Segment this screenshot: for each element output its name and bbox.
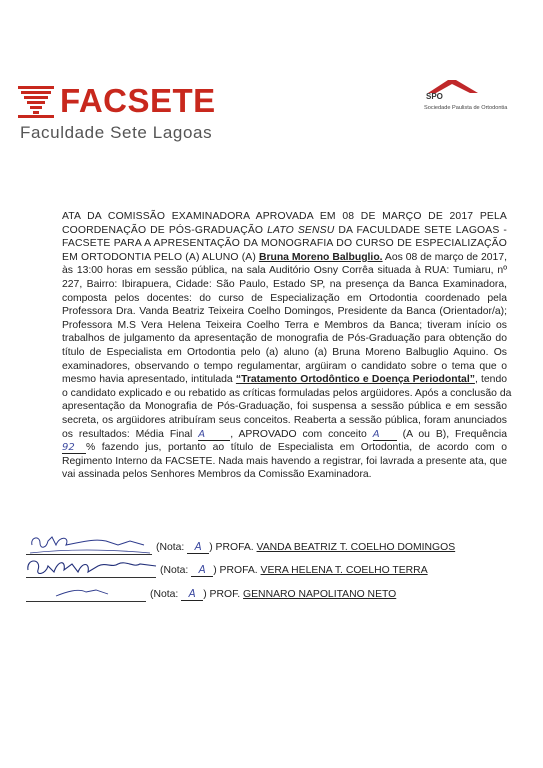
signature-caption: (Nota: A ) PROFA. VERA HELENA T. COELHO TERRA xyxy=(160,564,428,576)
ata-line: título de Especialista em Ortodontia pelo (a) aluno (a) Bruna Moreno Balbuglio Aquino. Os xyxy=(62,346,507,358)
ata-line: EM ORTODONTIA PELO (A) ALUNO (A) Bruna Moreno Balbuglio. Aos 08 de março de 2017, xyxy=(62,251,508,263)
frequencia-value: 92 xyxy=(62,442,86,454)
ata-line: COORDENAÇÃO DE PÓS-GRADUAÇÃO LATO SENSU DA FACULDADE SETE LAGOAS - xyxy=(62,224,507,236)
lato-sensu-term: LATO SENSU xyxy=(267,224,335,236)
ata-line: examinadores, observando o tempo regulamentar, argüiram o candidato sobre o tema que o xyxy=(62,360,507,372)
ata-line: Regimento Interno da FACSETE. Nada mais havendo a registrar, foi lavrada a presente ata, que xyxy=(62,455,507,467)
results-line: os resultados: Média Final A , APROVADO com conceito A (A ou B), Frequência xyxy=(62,428,508,440)
nota-value: A xyxy=(187,541,209,554)
professor-name: VANDA BEATRIZ T. COELHO DOMINGOS xyxy=(256,542,456,553)
facsete-logo xyxy=(18,82,248,152)
ata-line: FACSETE PARA A APRESENTAÇÃO DA MONOGRAFIA DO CURSO DE ESPECIALIZAÇÃO xyxy=(62,238,507,250)
nota-value: A xyxy=(181,588,203,601)
ata-line: secreta, os argüidores atribuíram seus conceitos. Reaberta a sessão pública, foram anunciados xyxy=(62,414,507,426)
conceito-value: A xyxy=(373,429,397,441)
signature-caption: (Nota: A ) PROF. GENNARO NAPOLITANO NETO xyxy=(150,588,397,600)
ata-text xyxy=(62,210,512,482)
monograph-title: “Tratamento Ortodôntico e Doença Periodontal” xyxy=(235,374,475,386)
professor-name: VERA HELENA T. COELHO TERRA xyxy=(260,565,428,576)
student-name: Bruna Moreno Balbuglio. xyxy=(258,251,383,263)
ata-line: ATA DA COMISSÃO EXAMINADORA APROVADA EM 08 DE MARÇO DE 2017 PELA xyxy=(62,211,507,222)
frequency-line: 92 % fazendo jus, portanto ao título de Especialista em Ortodontia, de acordo com o xyxy=(62,442,507,454)
facsete-emblem-icon xyxy=(18,86,54,118)
institution-name: FACSETE xyxy=(60,82,216,119)
ata-line: às 13:00 horas em sessão pública, na sala Auditório Osny Corrêa situada à RUA: Tumiaru, nº xyxy=(62,265,507,277)
ata-line: vai assinada pelos Senhores Membros da Comissão Examinadora. xyxy=(62,469,372,481)
ata-line: composta pelos docentes: do curso de Especialização em Ortodontia coordenado pela xyxy=(62,292,507,304)
ata-line: apresentação da Monografia de Pós-Graduação, foi suspensa a sessão pública e em sessão xyxy=(62,401,507,413)
professor-name: GENNARO NAPOLITANO NETO xyxy=(243,589,397,600)
signature-row xyxy=(26,588,516,604)
nota-value: A xyxy=(191,564,213,577)
signature-caption: (Nota: A ) PROFA. VANDA BEATRIZ T. COELHO DOMINGOS xyxy=(156,541,456,553)
ata-line: Professora M.S Vera Helena Teixeira Coelho Terra e Membros da Banca; tiveram início os xyxy=(62,319,507,331)
ata-line: mesmo havia apresentado, intitulada “Tratamento Ortodôntico e Doença Periodontal”, tendo xyxy=(62,374,508,386)
society-name: Sociedade Paulista de Ortodontia xyxy=(424,105,508,111)
media-final-value: A xyxy=(198,429,230,441)
institution-subtitle: Faculdade Sete Lagoas xyxy=(20,123,213,142)
spo-logo xyxy=(410,78,520,114)
ata-line: o candidato explicado e ou rebatido as críticas formuladas pelos argüidores. Após a conclusão da xyxy=(62,387,512,399)
ata-line: 227, Bairro: Ibirapuera, Cidade: São Paulo, Estado SP, na presença da Banca Examinadora, xyxy=(62,278,507,290)
ata-line: Professora Dra. Vanda Beatriz Teixeira Coelho Domingos, Presidente da Banca (Orientador/a); xyxy=(62,306,507,318)
handwritten-signature-icon xyxy=(26,578,136,606)
ata-line: trabalhos de julgamento da apresentação de monografia de Pós-Graduação para obtenção do xyxy=(62,333,507,345)
society-abbr: SPO xyxy=(426,92,443,101)
